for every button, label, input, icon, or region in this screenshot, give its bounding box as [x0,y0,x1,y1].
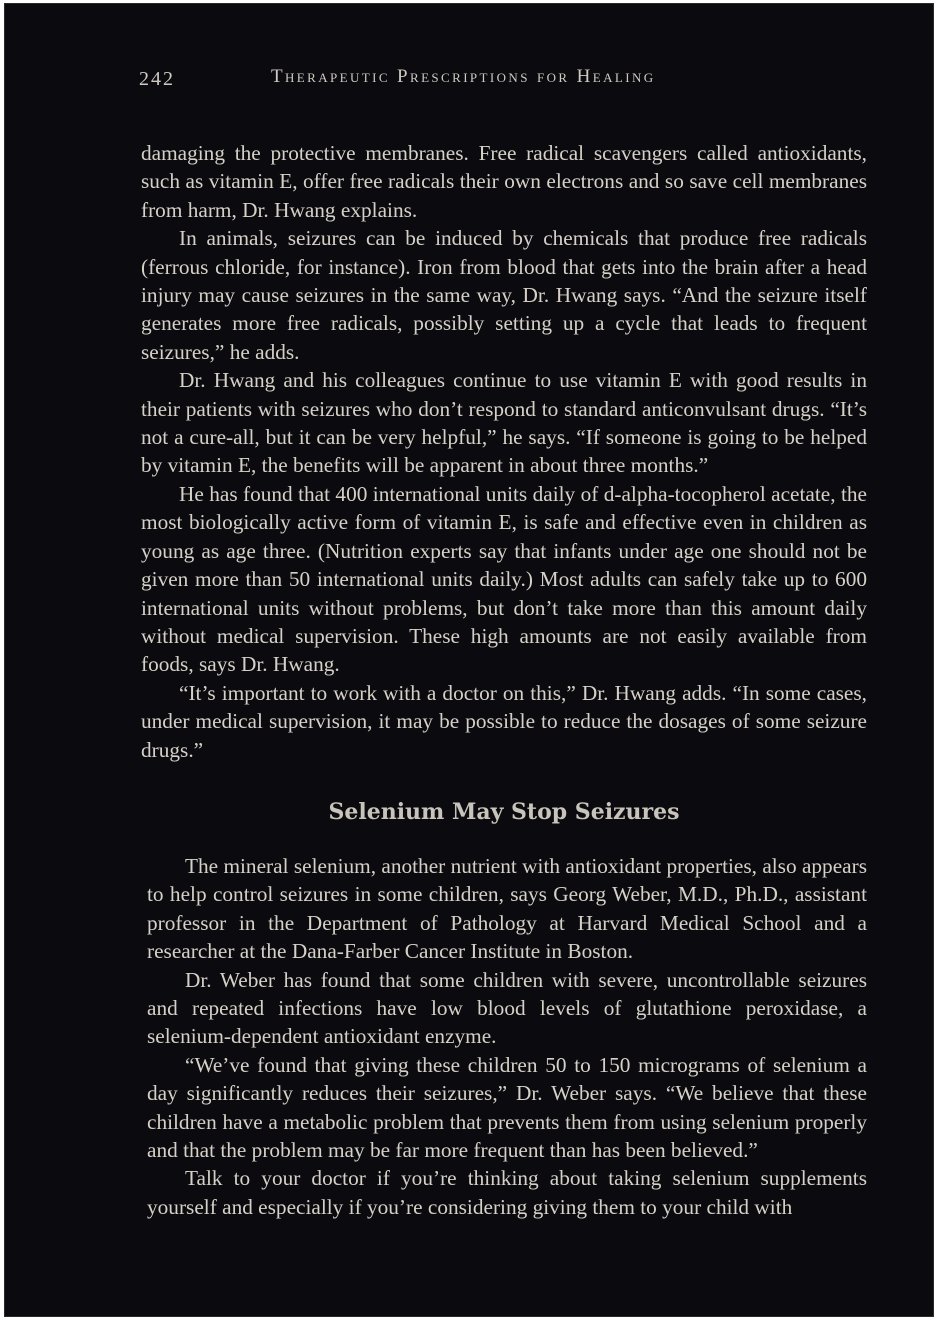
paragraph: He has found that 400 international units daily of d-alpha-tocopherol acetate, the most biologically active form of vitamin E, is safe and effective even in children as young as age three. (Nutrition experts say that infants under age one should not be given more than 50 international units daily.) Most adults can safely take up to 600 international units without problems, but don’t take more than this amount daily without medical supervision. These high amounts are not easily available from foods, says Dr. Hwang. [141,481,867,677]
paragraph: “We’ve found that giving these children 50 to 150 micrograms of selenium a day significantly reduces their seizures,” Dr. Weber says. “We believe that these children have a metabolic problem that prevents them from using selenium properly and that the problem may be far more frequent than has been believed.” [147,1052,867,1162]
paragraph: The mineral selenium, another nutrient with antioxidant properties, also appears to help control seizures in some children, says Georg Weber, M.D., Ph.D., assistant professor in the Department of Pathology at Harvard Medical School and a researcher at the Dana-Farber Cancer Institute in Boston. [147,853,867,964]
book-page [4,3,934,1317]
paragraph: In animals, seizures can be induced by chemicals that produce free radicals (ferrous chloride, for instance). Iron from blood that gets into the brain after a head injury may cause seizures in the same way, Dr. Hwang says. “And the seizure itself generates more free radicals, possibly setting up a cycle that leads to frequent seizures,” he adds. [141,226,867,364]
section-heading: Selenium May Stop Seizures [328,798,680,825]
section-body [147,852,867,1221]
paragraph: Dr. Hwang and his colleagues continue to use vitamin E with good results in their patients with seizures who don’t respond to standard anticonvulsant drugs. “It’s not a cure-all, but it can be very helpful,” he says. “If someone is going to be helped by vitamin E, the benefits will be apparent in about three months.” [141,368,867,478]
paragraph: Dr. Weber has found that some children with severe, uncontrollable seizures and repeated infections have low blood levels of glutathione peroxidase, a selenium-dependent antioxidant enzyme. [147,967,867,1049]
paragraph: “It’s important to work with a doctor on this,” Dr. Hwang adds. “In some cases, under medical supervision, it may be possible to reduce the dosages of some seizure drugs.” [141,680,867,762]
page-number: 242 [139,68,175,90]
page-header [139,64,879,94]
body-text [141,139,867,1221]
running-head: Therapeutic Prescriptions for Healing [271,66,656,87]
paragraph: damaging the protective membranes. Free radical scavengers called antioxidants, such as vitamin E, offer free radicals their own electrons and so save cell membranes from harm, Dr. Hwang explains. [141,141,867,222]
paragraph: Talk to your doctor if you’re thinking about taking selenium supplements yourself and especially if you’re considering giving them to your child with [147,1166,867,1219]
